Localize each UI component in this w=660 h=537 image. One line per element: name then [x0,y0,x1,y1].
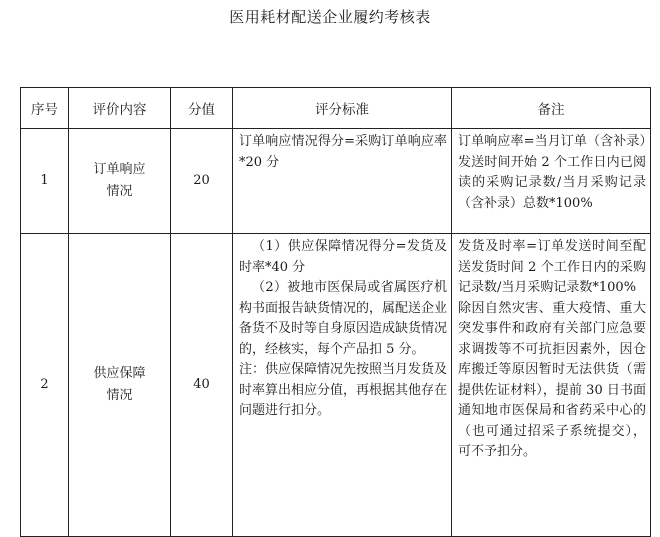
row-remarks [452,129,651,234]
header-score: 分值 [171,88,233,129]
table-row [21,129,651,234]
remark-paragraph: 除因自然灾害、重大疫情、重大突发事件和政府有关部门应急要求调拨等不可抗拒因素外，因仓库搬迁等原因暂时无法供货（需提供佐证材料），提前 30 日书面通知地市医保局和省药采中心的（也可通过招采子系统提交），可不予扣分。 [458,300,646,459]
row-score: 40 [171,234,233,537]
row-item-label: 供应保障情况 [93,366,146,403]
header-scoring-standard: 评分标准 [233,88,452,129]
row-scoring-standard [233,234,452,537]
standard-paragraph: （2）被地市医保局或省属医疗机构书面报告缺货情况的，属配送企业备货不及时等自身原因造成缺货情况的，经核实，每个产品扣 5 分。 [239,280,448,357]
row-remarks [452,234,651,537]
row-evaluation-content [69,234,171,537]
page-title: 医用耗材配送企业履约考核表 [229,8,431,26]
table-header-row [21,88,651,129]
row-serial-number: 2 [21,234,69,537]
row-scoring-standard [233,129,452,234]
row-score: 20 [171,129,233,234]
standard-paragraph: （1）供应保障情况得分=发货及时率*40 分 [239,239,447,275]
header-remarks: 备注 [452,88,651,129]
row-item-label: 订单响应情况 [93,162,146,199]
remark-paragraph: 订单响应率=当月订单（含补录）发送时间开始 2 个工作日内已阅读的采购记录数/当月采购记录（含补录）总数*100% [458,134,646,211]
header-serial-number: 序号 [21,88,69,129]
header-evaluation-content: 评价内容 [69,88,171,129]
standard-note: 注：供应保障情况先按照当月发货及时率算出相应分值，再根据其他存在问题进行扣分。 [239,362,448,418]
row-evaluation-content [69,129,171,234]
assessment-table [20,87,651,537]
table-row [21,234,651,537]
standard-paragraph: 订单响应情况得分=采购订单响应率*20 分 [239,134,447,170]
remark-paragraph: 发货及时率=订单发送时间至配送发货时间 2 个工作日内的采购记录数/当月采购记录数*100% [458,239,646,295]
row-serial-number: 1 [21,129,69,234]
